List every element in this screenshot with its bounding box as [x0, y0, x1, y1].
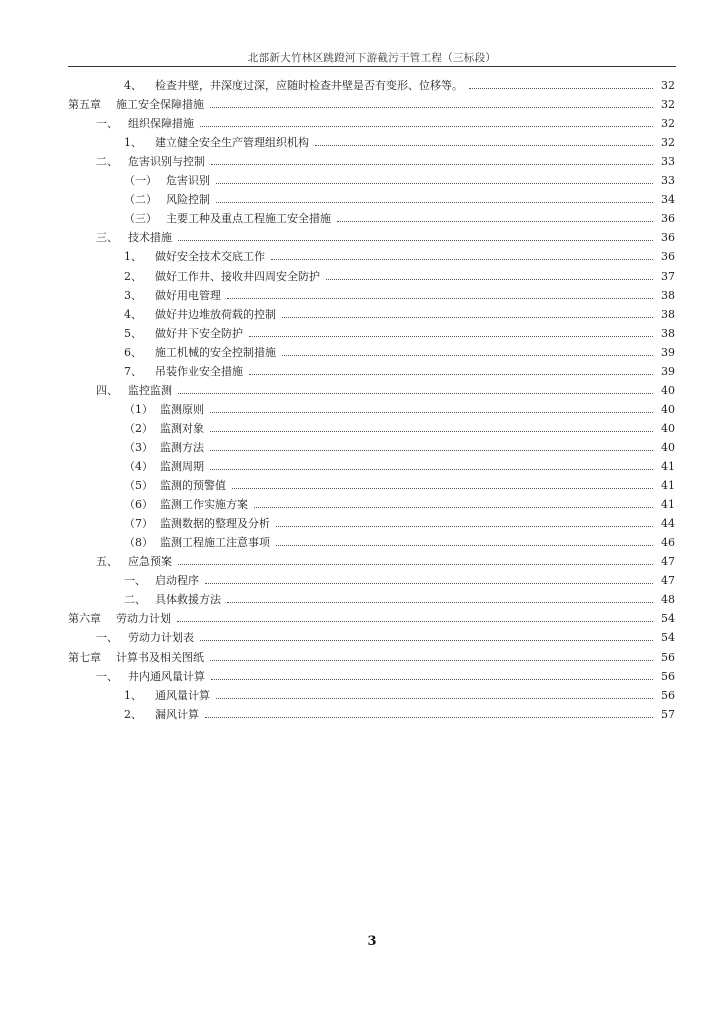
toc-entry-label — [96, 152, 205, 171]
toc-dot-leader — [205, 583, 653, 584]
toc-entry-title: 做好井下安全防护 — [155, 326, 243, 340]
toc-entry-label — [124, 533, 270, 552]
toc-entry-number: 二、 — [96, 155, 118, 169]
toc-dot-leader — [326, 279, 653, 280]
toc-dot-leader — [271, 259, 653, 260]
toc-dot-leader — [282, 317, 653, 318]
toc-entry-number: 第七章 — [68, 650, 101, 664]
toc-entry-page: 46 — [661, 536, 675, 550]
toc-entry-page: 57 — [661, 707, 675, 721]
toc-dot-leader — [337, 221, 653, 222]
toc-entry[interactable] — [0, 286, 724, 305]
toc-entry-title: 计算书及相关图纸 — [116, 650, 204, 664]
toc-dot-leader — [211, 164, 653, 165]
toc-entry-page: 32 — [661, 136, 675, 150]
toc-dot-leader — [216, 698, 653, 699]
toc-entry-number: 2、 — [124, 707, 142, 721]
toc-entry-page: 56 — [661, 669, 675, 683]
toc-entry-title: 组织保障措施 — [128, 117, 194, 131]
toc-entry[interactable] — [0, 400, 724, 419]
toc-entry-label — [124, 324, 243, 343]
toc-entry[interactable] — [0, 171, 724, 190]
toc-entry-number: 二、 — [124, 593, 146, 607]
toc-entry-page: 54 — [661, 631, 675, 645]
toc-entry[interactable] — [0, 590, 724, 609]
toc-entry-title: 施工机械的安全控制措施 — [155, 345, 276, 359]
toc-dot-leader — [227, 602, 653, 603]
toc-entry-page: 41 — [661, 479, 675, 493]
toc-entry[interactable] — [0, 438, 724, 457]
toc-entry[interactable] — [0, 533, 724, 552]
toc-entry-number: （三） — [124, 212, 157, 226]
toc-entry-page: 40 — [661, 383, 675, 397]
toc-entry-title: 具体救援方法 — [155, 593, 221, 607]
toc-entry-title: 通风量计算 — [155, 688, 210, 702]
toc-dot-leader — [210, 660, 653, 661]
toc-entry[interactable] — [0, 648, 724, 667]
toc-entry-number: （7） — [124, 517, 153, 531]
header-divider — [68, 66, 676, 67]
toc-entry-title: 监测工程施工注意事项 — [160, 536, 270, 550]
toc-entry-title: 监测方法 — [160, 440, 204, 454]
toc-entry-page: 44 — [661, 517, 675, 531]
toc-entry-title: 主要工种及重点工程施工安全措施 — [166, 212, 331, 226]
toc-entry-number: 第六章 — [68, 612, 101, 626]
toc-entry-page: 39 — [661, 364, 675, 378]
toc-entry[interactable] — [0, 667, 724, 686]
toc-entry-title: 监测周期 — [160, 460, 204, 473]
toc-entry-label — [124, 514, 270, 533]
toc-entry-title: 监测数据的整理及分析 — [160, 517, 270, 531]
toc-entry[interactable] — [0, 247, 724, 266]
toc-entry-number: 3、 — [124, 288, 142, 302]
toc-entry-page: 32 — [661, 98, 675, 112]
toc-entry-label — [68, 95, 204, 114]
toc-entry-label — [96, 628, 194, 647]
toc-dot-leader — [178, 393, 653, 394]
toc-entry[interactable] — [0, 209, 724, 228]
toc-dot-leader — [315, 145, 653, 146]
toc-entry-page: 48 — [661, 593, 675, 607]
toc-entry-number: 一、 — [124, 574, 146, 588]
toc-entry-label — [124, 419, 204, 438]
toc-entry-title: 危害识别与控制 — [128, 155, 205, 169]
toc-entry-label — [124, 286, 221, 305]
toc-entry-number: 7、 — [124, 364, 142, 378]
toc-entry-label — [68, 609, 171, 628]
toc-entry-page: 33 — [661, 174, 675, 188]
toc-entry[interactable] — [0, 324, 724, 343]
toc-entry[interactable] — [0, 514, 724, 533]
toc-entry-title: 启动程序 — [155, 574, 199, 588]
toc-entry-page: 40 — [661, 402, 675, 416]
toc-dot-leader — [177, 621, 653, 622]
toc-dot-leader — [210, 450, 653, 451]
toc-entry-title: 监测的预警值 — [160, 479, 226, 493]
toc-entry[interactable] — [0, 190, 724, 209]
toc-entry-number: 五、 — [96, 555, 118, 569]
toc-entry-page: 47 — [661, 555, 675, 569]
toc-entry-number: 4、 — [124, 307, 142, 321]
toc-entry-number: 5、 — [124, 326, 142, 340]
toc-entry-label — [124, 76, 463, 95]
toc-entry-title: 劳动力计划 — [116, 612, 171, 626]
toc-entry-label — [124, 267, 320, 286]
toc-entry-label — [124, 362, 243, 381]
toc-entry-number: （3） — [124, 440, 153, 454]
toc-entry-page: 36 — [661, 231, 675, 245]
toc-entry-title: 井内通风量计算 — [128, 669, 205, 683]
toc-entry[interactable] — [0, 381, 724, 400]
toc-entry[interactable] — [0, 362, 724, 381]
toc-entry-number: （1） — [124, 402, 153, 416]
toc-entry-title: 做好工作井、接收井四周安全防护 — [155, 269, 320, 283]
toc-entry-label — [68, 648, 204, 667]
toc-entry[interactable] — [0, 457, 724, 476]
toc-entry-page: 32 — [661, 79, 675, 92]
toc-entry[interactable] — [0, 419, 724, 438]
toc-entry[interactable] — [0, 343, 724, 362]
toc-entry[interactable] — [0, 133, 724, 152]
toc-entry-label — [124, 343, 276, 362]
toc-entry-page: 32 — [661, 117, 675, 131]
toc-entry-page: 47 — [661, 574, 675, 588]
toc-entry-page: 54 — [661, 612, 675, 626]
toc-entry[interactable] — [0, 114, 724, 133]
toc-entry-page: 34 — [661, 193, 675, 207]
toc-entry-title: 建立健全安全生产管理组织机构 — [155, 136, 309, 150]
toc-entry[interactable] — [0, 686, 724, 705]
toc-entry-label — [96, 228, 172, 247]
toc-entry-number: （6） — [124, 498, 153, 512]
toc-entry-number: 三、 — [96, 231, 118, 245]
toc-entry-number: 第五章 — [68, 98, 101, 112]
toc-entry-page: 56 — [661, 688, 675, 702]
toc-entry-number: （8） — [124, 536, 153, 550]
toc-dot-leader — [254, 507, 653, 508]
toc-dot-leader — [216, 183, 653, 184]
toc-entry[interactable] — [0, 705, 724, 724]
toc-entry-number: 1、 — [124, 136, 142, 150]
toc-entry-label — [124, 209, 331, 228]
toc-entry-number: 一、 — [96, 669, 118, 683]
toc-dot-leader — [276, 545, 653, 546]
toc-entry-number: 1、 — [124, 688, 142, 702]
toc-entry-title: 做好安全技术交底工作 — [155, 250, 265, 264]
toc-entry-title: 监测对象 — [160, 421, 204, 435]
toc-entry-label — [124, 305, 276, 324]
toc-dot-leader — [232, 488, 653, 489]
toc-dot-leader — [249, 374, 653, 375]
toc-entry-number: 四、 — [96, 383, 118, 397]
toc-dot-leader — [205, 717, 653, 718]
toc-entry[interactable] — [0, 571, 724, 590]
toc-entry-page: 37 — [661, 269, 675, 283]
toc-dot-leader — [178, 564, 653, 565]
toc-entry-label — [96, 552, 172, 571]
toc-entry-title: 漏风计算 — [155, 707, 199, 721]
toc-entry-label — [96, 114, 194, 133]
toc-entry[interactable] — [0, 552, 724, 571]
toc-dot-leader — [210, 412, 653, 413]
toc-entry-label — [124, 171, 210, 190]
toc-entry-number: 一、 — [96, 631, 118, 645]
toc-entry-label — [96, 381, 172, 400]
toc-entry-page: 36 — [661, 250, 675, 264]
toc-entry-title: 做好用电管理 — [155, 288, 221, 302]
toc-dot-leader — [178, 240, 653, 241]
toc-entry-number: （5） — [124, 479, 153, 493]
toc-entry-page: 40 — [661, 440, 675, 454]
toc-entry-number: 6、 — [124, 345, 142, 359]
toc-dot-leader — [249, 336, 653, 337]
toc-entry-title: 做好井边堆放荷载的控制 — [155, 307, 276, 321]
toc-entry[interactable] — [0, 152, 724, 171]
toc-entry-label — [124, 590, 221, 609]
toc-entry-title: 监控监测 — [128, 383, 172, 397]
toc-entry-title: 风险控制 — [166, 193, 210, 207]
toc-entry-label — [124, 686, 210, 705]
toc-entry[interactable] — [0, 305, 724, 324]
toc-dot-leader — [200, 126, 653, 127]
toc-entry-title: 检查井壁，井深度过深，应随时检查井壁是否有变形、位移等。 — [155, 79, 463, 92]
toc-entry-number: （一） — [124, 174, 157, 188]
toc-entry-title: 劳动力计划表 — [128, 631, 194, 645]
toc-entry-title: 吊装作业安全措施 — [155, 364, 243, 378]
toc-dot-leader — [227, 298, 653, 299]
toc-entry[interactable] — [0, 609, 724, 628]
toc-entry[interactable] — [0, 76, 724, 95]
toc-entry-title: 监测工作实施方案 — [160, 498, 248, 512]
toc-dot-leader — [282, 355, 653, 356]
toc-entry[interactable] — [0, 228, 724, 247]
toc-entry-page: 33 — [661, 155, 675, 169]
toc-entry-page: 41 — [661, 460, 675, 473]
toc-entry-label — [124, 495, 248, 514]
toc-entry-number: 2、 — [124, 269, 142, 283]
toc-entry-label — [124, 247, 265, 266]
toc-entry-title: 危害识别 — [166, 174, 210, 188]
toc-entry[interactable] — [0, 95, 724, 114]
toc-entry-page: 40 — [661, 421, 675, 435]
toc-entry-label — [124, 705, 199, 724]
toc-dot-leader — [469, 88, 653, 89]
toc-entry-number: （2） — [124, 421, 153, 435]
toc-dot-leader — [216, 202, 653, 203]
toc-entry-label — [124, 400, 204, 419]
toc-entry-label — [124, 190, 210, 209]
running-header: 北部新大竹林区跳蹬河下游截污干管工程（三标段） — [247, 52, 497, 64]
toc-entry-number: （4） — [124, 460, 153, 473]
toc-entry[interactable] — [0, 476, 724, 495]
toc-entry-page: 41 — [661, 498, 675, 512]
toc-dot-leader — [276, 526, 653, 527]
toc-entry-label — [124, 571, 199, 590]
toc-entry-label — [96, 667, 205, 686]
toc-entry-page: 38 — [661, 288, 675, 302]
toc-dot-leader — [210, 107, 653, 108]
toc-dot-leader — [211, 679, 653, 680]
toc-entry-label — [124, 476, 226, 495]
toc-entry-number: 4、 — [124, 79, 142, 92]
toc-entry-page: 38 — [661, 326, 675, 340]
toc-entry-number: （二） — [124, 193, 157, 207]
toc-entry-page: 56 — [661, 650, 675, 664]
toc-entry[interactable] — [0, 267, 724, 286]
toc-dot-leader — [210, 469, 653, 470]
toc-dot-leader — [210, 431, 653, 432]
toc-entry-page: 36 — [661, 212, 675, 226]
toc-entry-number: 1、 — [124, 250, 142, 264]
toc-dot-leader — [200, 640, 653, 641]
toc-entry-title: 监测原则 — [160, 402, 204, 416]
toc-entry[interactable] — [0, 628, 724, 647]
toc-entry-label — [124, 133, 309, 152]
toc-entry[interactable] — [0, 495, 724, 514]
toc-entry-title: 技术措施 — [128, 231, 172, 245]
toc-entry-label — [124, 457, 204, 476]
page-number: 3 — [367, 934, 377, 949]
toc-entry-page: 38 — [661, 307, 675, 321]
toc-entry-label — [124, 438, 204, 457]
toc-entry-number: 一、 — [96, 117, 118, 131]
toc-entry-title: 应急预案 — [128, 555, 172, 569]
toc-entry-page: 39 — [661, 345, 675, 359]
toc-entry-title: 施工安全保障措施 — [116, 98, 204, 112]
